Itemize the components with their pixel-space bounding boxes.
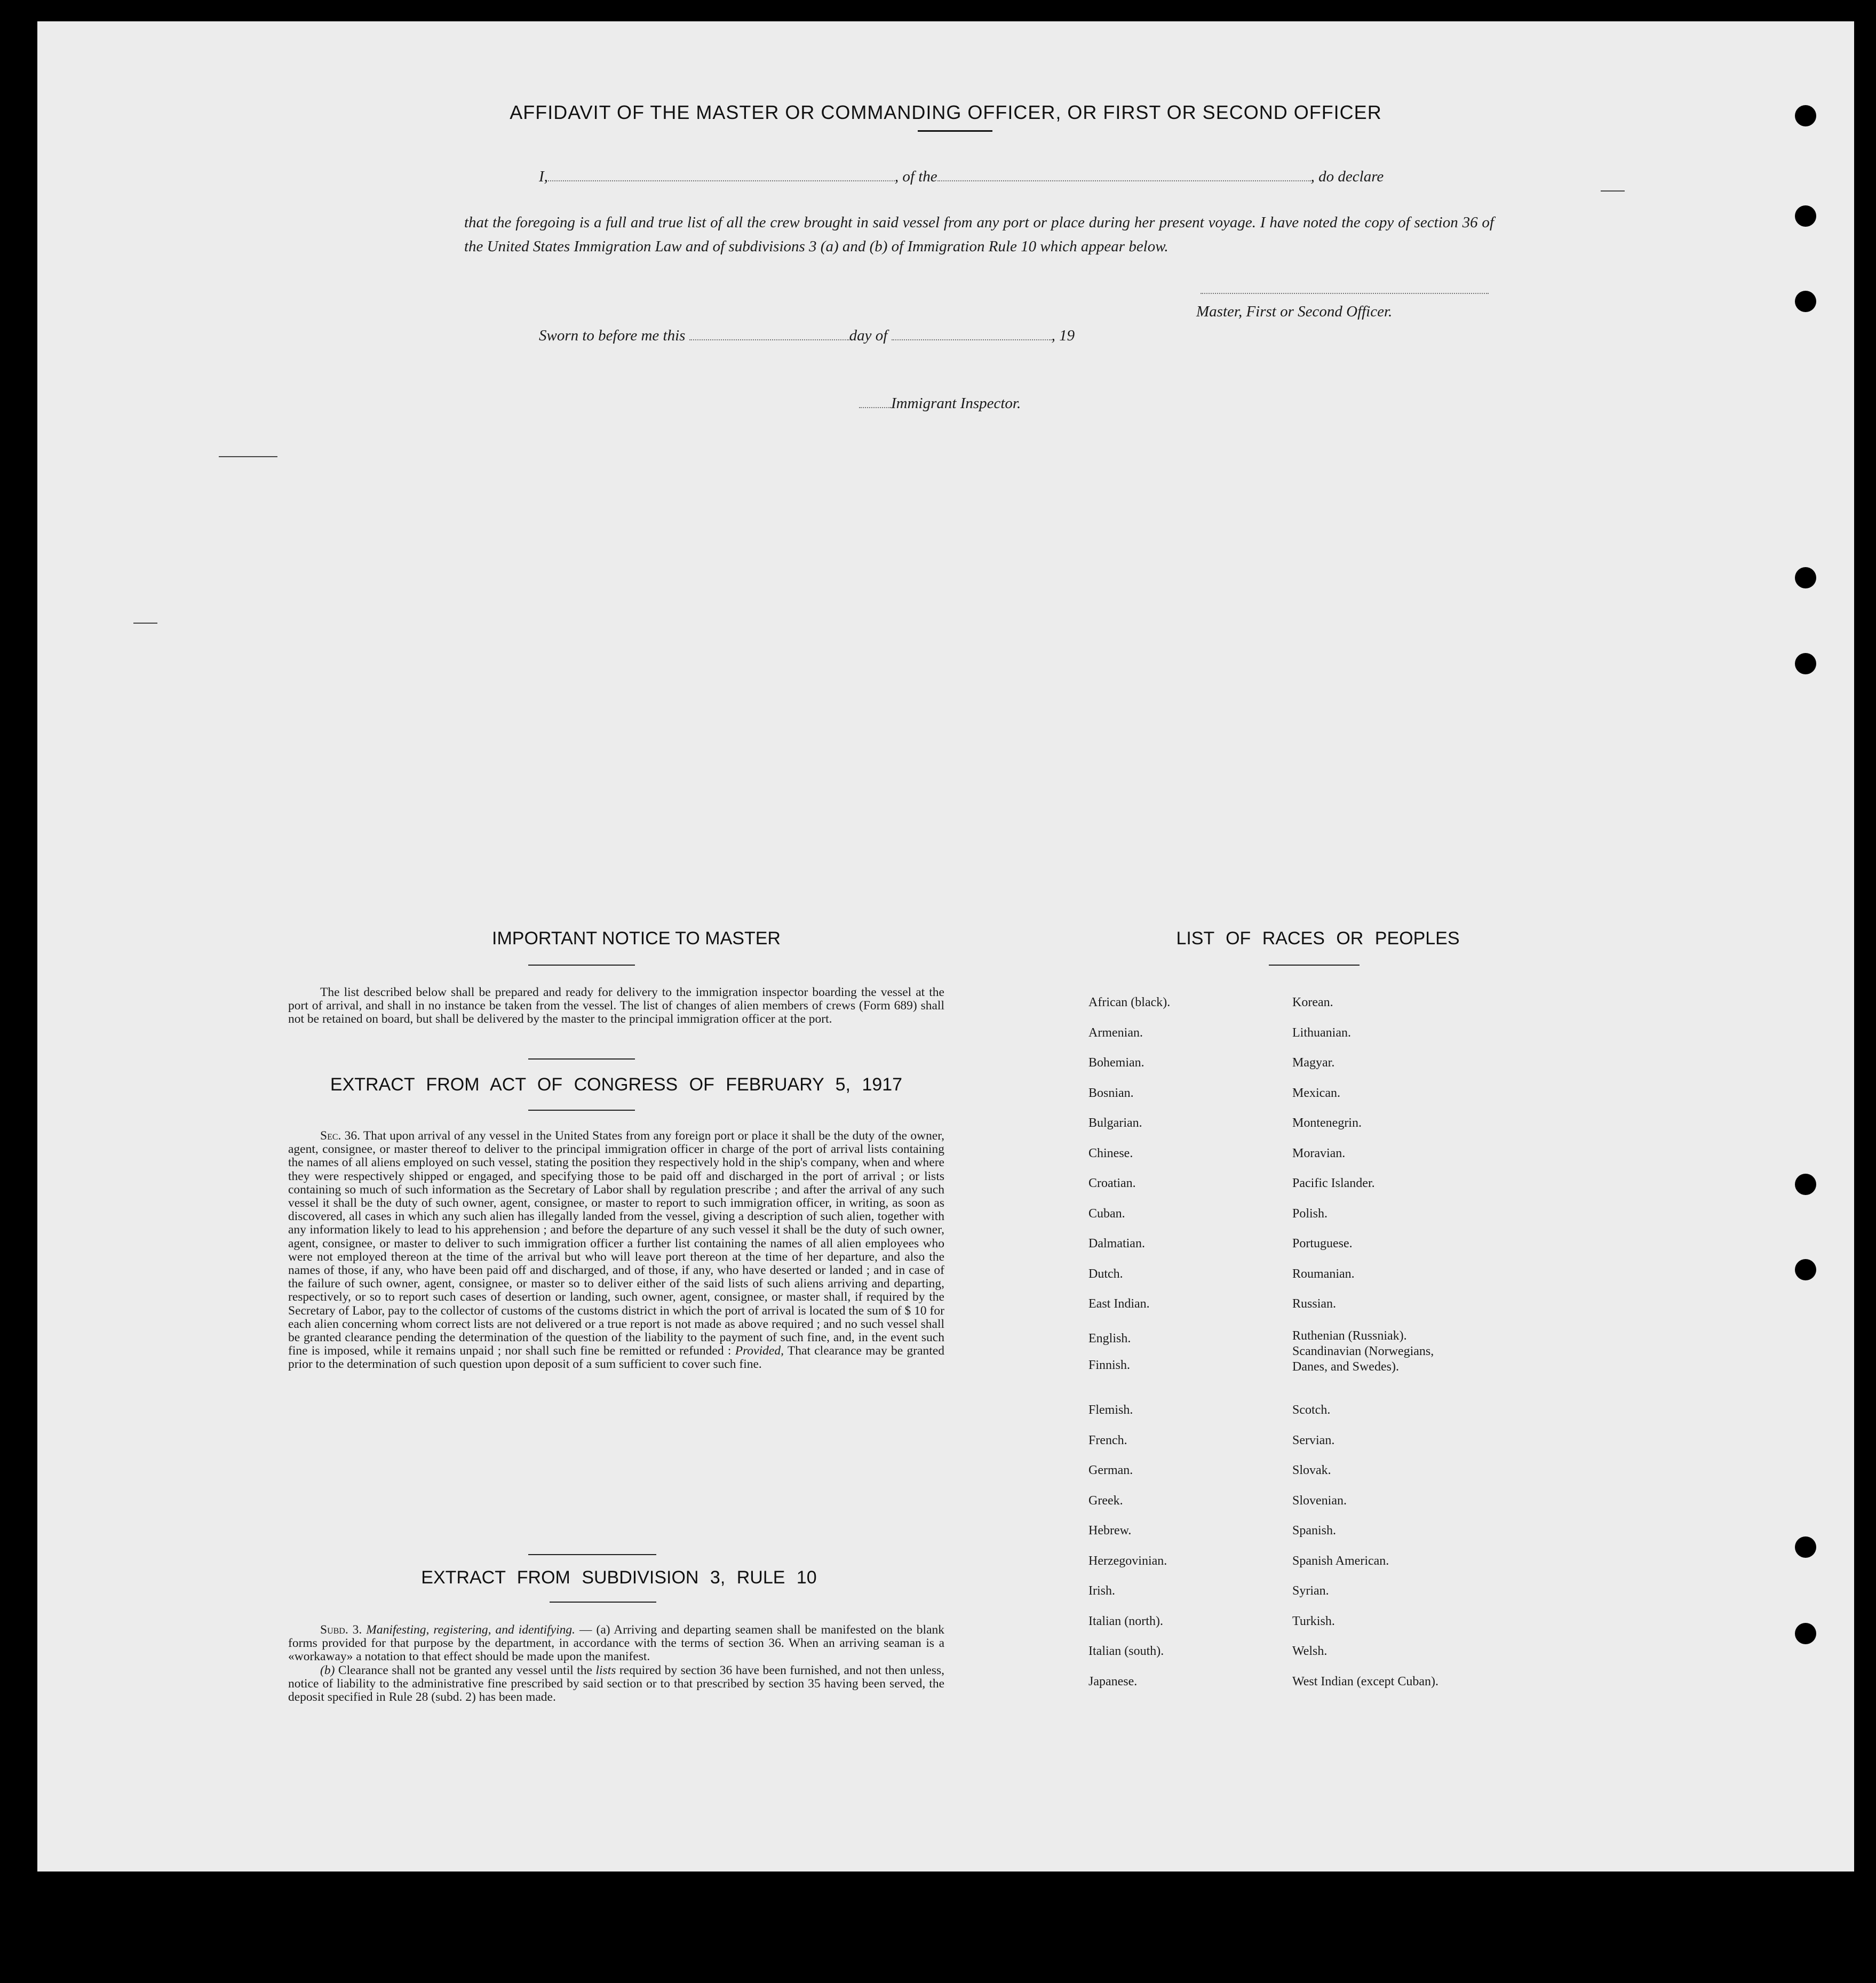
sworn-year-prefix: , 19: [1051, 327, 1075, 344]
race-item: Slovak.: [1292, 1463, 1331, 1477]
race-item: Lithuanian.: [1292, 1025, 1351, 1040]
race-item: Polish.: [1292, 1206, 1328, 1221]
subd-b-label: (b): [320, 1663, 335, 1677]
sworn-day-of: day of: [849, 327, 888, 344]
race-item: Greek.: [1088, 1493, 1123, 1508]
master-signature-line: [1136, 292, 1489, 294]
binder-hole: [1795, 105, 1816, 126]
race-item: Spanish American.: [1292, 1554, 1389, 1568]
scan-mark: [219, 456, 277, 457]
race-item: Spanish.: [1292, 1524, 1337, 1538]
subd-a-paragraph: [288, 1623, 944, 1664]
race-item: African (black).: [1088, 996, 1171, 1009]
master-signature-blank: [1201, 292, 1489, 294]
proviso-label: Provided,: [735, 1344, 784, 1358]
race-item: Italian (south).: [1088, 1644, 1164, 1658]
race-item: Armenian.: [1088, 1025, 1143, 1040]
races-underline: [1269, 965, 1360, 966]
race-item: Welsh.: [1292, 1644, 1327, 1658]
race-item: English.: [1088, 1331, 1131, 1345]
binder-hole: [1795, 1623, 1816, 1644]
race-item: Scandinavian (Norwegians,: [1292, 1344, 1434, 1358]
race-item: Slovenian.: [1292, 1493, 1347, 1508]
sworn-month-blank: [892, 339, 1052, 340]
section-label: Sec. 36.: [320, 1129, 360, 1143]
notice-text: [288, 986, 944, 1026]
act-extract-title: EXTRACT FROM ACT OF CONGRESS OF FEBRUARY 5, 1917: [330, 1074, 903, 1095]
race-item: West Indian (except Cuban).: [1292, 1674, 1438, 1689]
document-page: [37, 21, 1854, 1871]
vessel-prefix: , of the: [894, 168, 937, 185]
race-item: East Indian.: [1088, 1297, 1150, 1311]
subd-b-lists: lists: [595, 1663, 616, 1677]
scan-mark: [133, 623, 157, 624]
race-item: Servian.: [1292, 1433, 1335, 1447]
declarant-line: [539, 168, 1494, 186]
binder-hole: [1795, 205, 1816, 227]
races-title: LIST OF RACES OR PEOPLES: [1176, 928, 1460, 949]
act-extract-divider: [528, 1554, 656, 1555]
race-item: Finnish.: [1088, 1358, 1131, 1372]
proviso-text: That clearance may be granted prior to the determination of such question upon deposit of a sum sufficient to cover such fine.: [288, 1344, 945, 1372]
declarant-name-blank: [548, 180, 895, 181]
sworn-line: [539, 327, 1179, 345]
race-item: Dalmatian.: [1088, 1237, 1145, 1251]
affidavit-title: AFFIDAVIT OF THE MASTER OR COMMANDING OFFICER, OR FIRST OR SECOND OFFICER: [510, 101, 1382, 123]
race-item: Italian (north).: [1088, 1614, 1163, 1628]
scan-mark: [1601, 190, 1625, 192]
race-item: Croatian.: [1088, 1176, 1136, 1190]
act-extract-underline: [528, 1110, 635, 1111]
race-item: Hebrew.: [1088, 1524, 1132, 1538]
subd-b-paragraph: [288, 1664, 944, 1705]
notice-title: IMPORTANT NOTICE TO MASTER: [492, 928, 781, 949]
race-item: Herzegovinian.: [1088, 1554, 1167, 1568]
race-item: Bulgarian.: [1088, 1116, 1142, 1130]
declaration-text: that the foregoing is a full and true list of all the crew brought in said vessel from any port or place during her present voyage. I have noted the copy of section 36 of the United States Immigration Law and of subdivisions 3 (a) and (b) of Immigration Rule 10 which appear below.: [464, 214, 1494, 255]
declarant-prefix: I,: [539, 168, 548, 185]
inspector-signature-blank: [859, 407, 891, 408]
race-item: Portuguese.: [1292, 1237, 1353, 1251]
race-item: French.: [1088, 1433, 1127, 1447]
master-signature-label: Master, First or Second Officer.: [1196, 303, 1393, 320]
race-item: Japanese.: [1088, 1674, 1138, 1689]
race-item: Syrian.: [1292, 1584, 1329, 1598]
race-item: Korean.: [1292, 996, 1333, 1009]
race-item: Pacific Islander.: [1292, 1176, 1375, 1190]
sworn-day-blank: [689, 339, 849, 340]
race-item: Mexican.: [1292, 1086, 1340, 1100]
race-item: Scotch.: [1292, 1403, 1331, 1417]
rule-extract-underline: [550, 1602, 656, 1603]
race-item: Dutch.: [1088, 1267, 1123, 1281]
race-item: Danes, and Swedes).: [1292, 1359, 1399, 1374]
title-underline: [918, 130, 992, 132]
race-item: Magyar.: [1292, 1056, 1335, 1070]
subd-b-text-1: Clearance shall not be granted any vessel until the: [338, 1663, 592, 1677]
act-extract-text: [288, 1129, 944, 1372]
notice-divider: [528, 1058, 635, 1060]
binder-hole: [1795, 1536, 1816, 1558]
section-36-paragraph: [288, 1129, 944, 1372]
subd-b-text-2: required by section 36 have been furnished, and not then unless, notice of liability to the administrative fine prescribed by said section or to that prescribed by section 35 having been served, the deposit specified in Rule 28 (subd. 2) has been made.: [288, 1663, 945, 1705]
vessel-name-blank: [937, 180, 1311, 181]
race-item: Irish.: [1088, 1584, 1115, 1598]
sworn-prefix: Sworn to before me this: [539, 327, 686, 344]
race-item: Bohemian.: [1088, 1056, 1144, 1070]
race-item: Moravian.: [1292, 1146, 1346, 1160]
inspector-label: Immigrant Inspector.: [891, 395, 1021, 412]
race-item: Bosnian.: [1088, 1086, 1134, 1100]
race-item: Turkish.: [1292, 1614, 1335, 1628]
rule-extract-title: EXTRACT FROM SUBDIVISION 3, RULE 10: [421, 1567, 817, 1588]
notice-underline: [528, 965, 635, 966]
inspector-line: [859, 395, 1021, 412]
race-item: Montenegrin.: [1292, 1116, 1362, 1130]
subd-heading: Manifesting, registering, and identifying.: [366, 1623, 576, 1637]
subd-label: Subd. 3.: [320, 1623, 362, 1637]
subd-a-text: Arriving and departing seamen shall be manifested on the blank forms provided for that purpose by the department, in accordance with the terms of section 36. When an arriving seaman is a «workaway» a notation to that effect should be made upon the manifest.: [288, 1623, 945, 1664]
race-item: Russian.: [1292, 1297, 1337, 1311]
race-item: Ruthenian (Russniak).: [1292, 1328, 1407, 1343]
race-item: Cuban.: [1088, 1206, 1125, 1221]
binder-hole: [1795, 567, 1816, 588]
notice-paragraph: The list described below shall be prepared and ready for delivery to the immigration inspector boarding the vessel at the port of arrival, and shall in no instance be taken from the vessel. The list of changes of alien members of crews (Form 689) shall not be retained on board, but shall be delivered by the master to the principal immigration officer at the port.: [288, 985, 944, 1026]
binder-hole: [1795, 1259, 1816, 1280]
declare-suffix: , do declare: [1310, 168, 1384, 185]
rule-extract-text: [288, 1623, 944, 1704]
binder-hole: [1795, 653, 1816, 674]
subd-a-label: — (a): [579, 1623, 610, 1637]
race-item: Roumanian.: [1292, 1267, 1355, 1281]
race-item: Chinese.: [1088, 1146, 1133, 1160]
section-36-text: That upon arrival of any vessel in the United States from any foreign port or place it shall be the duty of the owner, agent, consignee, or master thereof to deliver to the principal immigration officer in charge of the port of arrival lists containing the names of all aliens employed on such vessel, stating the position they respectively hold in the ship's company, when and where they were respectively shipped or engaged, and specifying those to be paid off and discharged in the port of arrival ; or lists containing so much of such information as the Secretary of Labor shall by regulation prescribe ; and after the arrival of any such vessel it shall be the duty of such owner, agent, consignee, or master to report to such immigration officer, in writing, as soon as discovered, all cases in which any such alien has illegally landed from the vessel, giving a description of such alien, together with any information likely to lead to his apprehension ; and before the departure of any such vessel it shall be the duty of such owner, agent, consignee, or master to deliver to such immigration officer a further list containing the names of all alien employees who were not employed thereon at the time of the arrival but who will leave port thereon at the time of her departure, and also the names of those, if any, who have been paid off and discharged, and of those, if any, who have deserted or landed ; and in case of the failure of such owner, agent, consignee, or master so to deliver either of the said lists of such aliens arriving and departing, respectively, or so to report such cases of desertion or landing, such owner, agent, consignee, or master shall, if required by the Secretary of Labor, pay to the collector of customs of the customs district in which the port of arrival is located the sum of $ 10 for each alien concerning whom correct lists are not delivered or a true report is not made as above required ; and no such vessel shall be granted clearance pending the determination of the question of the liability to the payment of such fine, and, in the event such fine is imposed, while it remains unpaid ; nor shall such fine be remitted or refunded :: [288, 1129, 945, 1358]
binder-hole: [1795, 1174, 1816, 1195]
race-item: German.: [1088, 1463, 1133, 1477]
race-item: Flemish.: [1088, 1403, 1133, 1417]
binder-hole: [1795, 291, 1816, 312]
